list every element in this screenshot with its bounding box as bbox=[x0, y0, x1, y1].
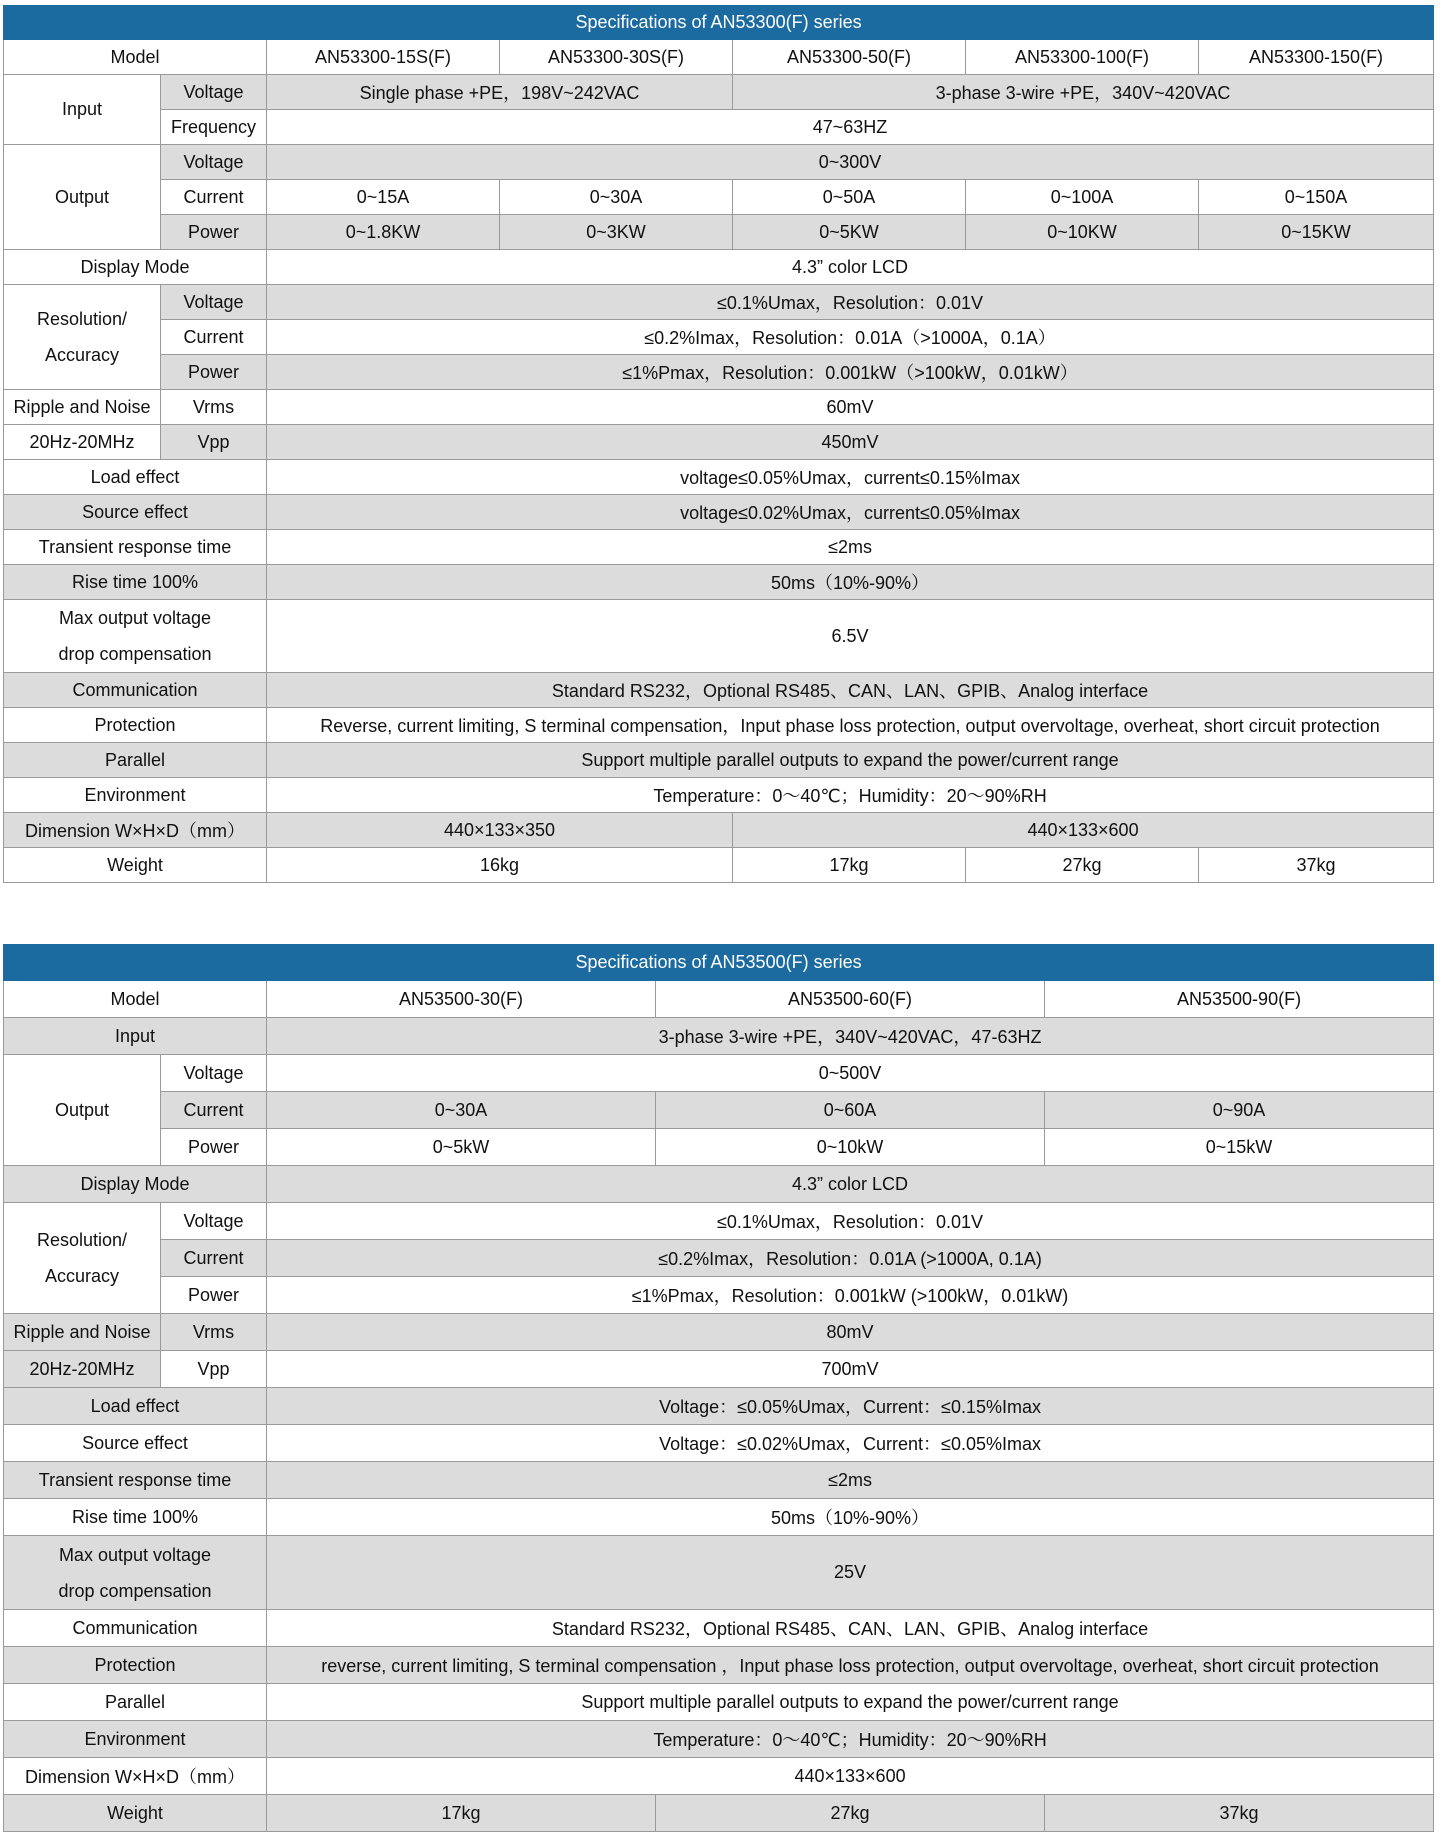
transient-label: Transient response time bbox=[4, 1462, 267, 1499]
input-voltage-single: Single phase +PE，198V~242VAC bbox=[267, 75, 733, 110]
output-current: 0~30A bbox=[267, 1092, 656, 1129]
max-drop-label bbox=[4, 600, 267, 673]
protection: reverse, current limiting, S terminal compensation ，Input phase loss protection, output overvoltage, overheat, short circuit protection bbox=[267, 1647, 1434, 1684]
weight-value: 37kg bbox=[1045, 1795, 1434, 1832]
res-voltage: ≤0.1%Umax，Resolution：0.01V bbox=[267, 285, 1434, 320]
transient-label: Transient response time bbox=[4, 530, 267, 565]
output-current: 0~15A bbox=[267, 180, 500, 215]
weight-value: 17kg bbox=[733, 848, 966, 883]
parallel-label: Parallel bbox=[4, 1684, 267, 1721]
output-label: Output bbox=[4, 145, 161, 250]
max-drop: 6.5V bbox=[267, 600, 1434, 673]
parallel: Support multiple parallel outputs to expand the power/current range bbox=[267, 743, 1434, 778]
source-effect-label: Source effect bbox=[4, 495, 267, 530]
res-power: ≤1%Pmax，Resolution：0.001kW (>100kW，0.01kW) bbox=[267, 1277, 1434, 1314]
protection: Reverse, current limiting, S terminal compensation，Input phase loss protection, output overvoltage, overheat, short circuit protection bbox=[267, 708, 1434, 743]
load-effect-label: Load effect bbox=[4, 460, 267, 495]
model-name: AN53500-90(F) bbox=[1045, 981, 1434, 1018]
vrms-value: 80mV bbox=[267, 1314, 1434, 1351]
res-current-label: Current bbox=[161, 320, 267, 355]
output-power: 0~5kW bbox=[267, 1129, 656, 1166]
weight-label: Weight bbox=[4, 848, 267, 883]
ripple-label-line2: 20Hz-20MHz bbox=[4, 1351, 161, 1388]
transient: ≤2ms bbox=[267, 1462, 1434, 1499]
source-effect: voltage≤0.02%Umax，current≤0.05%Imax bbox=[267, 495, 1434, 530]
transient: ≤2ms bbox=[267, 530, 1434, 565]
output-current-label: Current bbox=[161, 1092, 267, 1129]
load-effect: voltage≤0.05%Umax，current≤0.15%Imax bbox=[267, 460, 1434, 495]
ripple-label-line1: Ripple and Noise bbox=[4, 390, 161, 425]
rise-time: 50ms（10%-90%） bbox=[267, 1499, 1434, 1536]
display-mode: 4.3” color LCD bbox=[267, 250, 1434, 285]
max-drop-label-line2: drop compensation bbox=[58, 644, 212, 664]
res-current-label: Current bbox=[161, 1240, 267, 1277]
resolution-label-line2: Accuracy bbox=[44, 345, 120, 365]
dimension-small: 440×133×350 bbox=[267, 813, 733, 848]
weight-label: Weight bbox=[4, 1795, 267, 1832]
output-voltage-label: Voltage bbox=[161, 145, 267, 180]
output-power-label: Power bbox=[161, 1129, 267, 1166]
model-label: Model bbox=[4, 40, 267, 75]
table-title: Specifications of AN53300(F) series bbox=[4, 6, 1434, 40]
input-frequency: 47~63HZ bbox=[267, 110, 1434, 145]
model-name: AN53500-60(F) bbox=[656, 981, 1045, 1018]
output-power: 0~10KW bbox=[966, 215, 1199, 250]
protection-label: Protection bbox=[4, 1647, 267, 1684]
protection-label: Protection bbox=[4, 708, 267, 743]
output-power-label: Power bbox=[161, 215, 267, 250]
communication: Standard RS232，Optional RS485、CAN、LAN、GPIB、Analog interface bbox=[267, 673, 1434, 708]
communication-label: Communication bbox=[4, 673, 267, 708]
output-voltage-label: Voltage bbox=[161, 1055, 267, 1092]
communication: Standard RS232，Optional RS485、CAN、LAN、GPIB、Analog interface bbox=[267, 1610, 1434, 1647]
vpp-value: 450mV bbox=[267, 425, 1434, 460]
input-voltage-three: 3-phase 3-wire +PE，340V~420VAC bbox=[733, 75, 1434, 110]
vrms-label: Vrms bbox=[161, 390, 267, 425]
display-mode: 4.3” color LCD bbox=[267, 1166, 1434, 1203]
spec-table-an53300 bbox=[3, 5, 1434, 883]
output-current: 0~150A bbox=[1199, 180, 1434, 215]
vrms-value: 60mV bbox=[267, 390, 1434, 425]
input-label: Input bbox=[4, 1018, 267, 1055]
weight-value: 16kg bbox=[267, 848, 733, 883]
load-effect-label: Load effect bbox=[4, 1388, 267, 1425]
rise-time-label: Rise time 100% bbox=[4, 565, 267, 600]
output-current: 0~100A bbox=[966, 180, 1199, 215]
model-name: AN53300-150(F) bbox=[1199, 40, 1434, 75]
model-name: AN53300-15S(F) bbox=[267, 40, 500, 75]
input-value: 3-phase 3-wire +PE，340V~420VAC，47-63HZ bbox=[267, 1018, 1434, 1055]
vpp-label: Vpp bbox=[161, 1351, 267, 1388]
res-current: ≤0.2%Imax，Resolution：0.01A (>1000A, 0.1A) bbox=[267, 1240, 1434, 1277]
res-voltage: ≤0.1%Umax，Resolution：0.01V bbox=[267, 1203, 1434, 1240]
spec-table-an53500 bbox=[3, 944, 1434, 1832]
max-drop-label-line1: Max output voltage bbox=[58, 608, 212, 628]
input-voltage-label: Voltage bbox=[161, 75, 267, 110]
output-label: Output bbox=[4, 1055, 161, 1166]
rise-time: 50ms（10%-90%） bbox=[267, 565, 1434, 600]
max-drop-label bbox=[4, 1536, 267, 1610]
resolution-label-line1: Resolution/ bbox=[36, 309, 128, 329]
res-current: ≤0.2%Imax，Resolution：0.01A（>1000A，0.1A） bbox=[267, 320, 1434, 355]
resolution-label bbox=[4, 285, 161, 390]
model-label: Model bbox=[4, 981, 267, 1018]
output-power: 0~15KW bbox=[1199, 215, 1434, 250]
res-power-label: Power bbox=[161, 355, 267, 390]
ripple-label-line1: Ripple and Noise bbox=[4, 1314, 161, 1351]
max-drop: 25V bbox=[267, 1536, 1434, 1610]
dimension-large: 440×133×600 bbox=[733, 813, 1434, 848]
model-name: AN53300-30S(F) bbox=[500, 40, 733, 75]
ripple-label-line2: 20Hz-20MHz bbox=[4, 425, 161, 460]
output-power: 0~3KW bbox=[500, 215, 733, 250]
dimension-label: Dimension W×H×D（mm） bbox=[4, 1758, 267, 1795]
input-frequency-label: Frequency bbox=[161, 110, 267, 145]
weight-value: 17kg bbox=[267, 1795, 656, 1832]
output-voltage: 0~500V bbox=[267, 1055, 1434, 1092]
output-current: 0~60A bbox=[656, 1092, 1045, 1129]
model-name: AN53300-50(F) bbox=[733, 40, 966, 75]
dimension-label: Dimension W×H×D（mm） bbox=[4, 813, 267, 848]
res-power: ≤1%Pmax，Resolution：0.001kW（>100kW，0.01kW） bbox=[267, 355, 1434, 390]
output-power: 0~15kW bbox=[1045, 1129, 1434, 1166]
parallel-label: Parallel bbox=[4, 743, 267, 778]
environment-label: Environment bbox=[4, 1721, 267, 1758]
model-name: AN53500-30(F) bbox=[267, 981, 656, 1018]
vrms-label: Vrms bbox=[161, 1314, 267, 1351]
output-current: 0~90A bbox=[1045, 1092, 1434, 1129]
model-name: AN53300-100(F) bbox=[966, 40, 1199, 75]
rise-time-label: Rise time 100% bbox=[4, 1499, 267, 1536]
vpp-label: Vpp bbox=[161, 425, 267, 460]
parallel: Support multiple parallel outputs to expand the power/current range bbox=[267, 1684, 1434, 1721]
load-effect: Voltage：≤0.05%Umax，Current：≤0.15%Imax bbox=[267, 1388, 1434, 1425]
max-drop-label-line1: Max output voltage bbox=[58, 1544, 212, 1565]
weight-value: 27kg bbox=[966, 848, 1199, 883]
environment: Temperature：0～40℃；Humidity：20～90%RH bbox=[267, 1721, 1434, 1758]
environment: Temperature：0～40℃；Humidity：20～90%RH bbox=[267, 778, 1434, 813]
max-drop-label-line2: drop compensation bbox=[58, 1580, 212, 1601]
output-power: 0~1.8KW bbox=[267, 215, 500, 250]
resolution-label-line2: Accuracy bbox=[44, 1266, 120, 1286]
environment-label: Environment bbox=[4, 778, 267, 813]
source-effect: Voltage：≤0.02%Umax，Current：≤0.05%Imax bbox=[267, 1425, 1434, 1462]
res-voltage-label: Voltage bbox=[161, 285, 267, 320]
output-current-label: Current bbox=[161, 180, 267, 215]
weight-value: 37kg bbox=[1199, 848, 1434, 883]
display-mode-label: Display Mode bbox=[4, 1166, 267, 1203]
vpp-value: 700mV bbox=[267, 1351, 1434, 1388]
input-label: Input bbox=[4, 75, 161, 145]
output-power: 0~10kW bbox=[656, 1129, 1045, 1166]
resolution-label-line1: Resolution/ bbox=[36, 1230, 128, 1250]
dimension: 440×133×600 bbox=[267, 1758, 1434, 1795]
communication-label: Communication bbox=[4, 1610, 267, 1647]
source-effect-label: Source effect bbox=[4, 1425, 267, 1462]
weight-value: 27kg bbox=[656, 1795, 1045, 1832]
output-current: 0~50A bbox=[733, 180, 966, 215]
table-title: Specifications of AN53500(F) series bbox=[4, 945, 1434, 981]
res-voltage-label: Voltage bbox=[161, 1203, 267, 1240]
output-voltage: 0~300V bbox=[267, 145, 1434, 180]
resolution-label bbox=[4, 1203, 161, 1314]
res-power-label: Power bbox=[161, 1277, 267, 1314]
output-current: 0~30A bbox=[500, 180, 733, 215]
display-mode-label: Display Mode bbox=[4, 250, 267, 285]
output-power: 0~5KW bbox=[733, 215, 966, 250]
